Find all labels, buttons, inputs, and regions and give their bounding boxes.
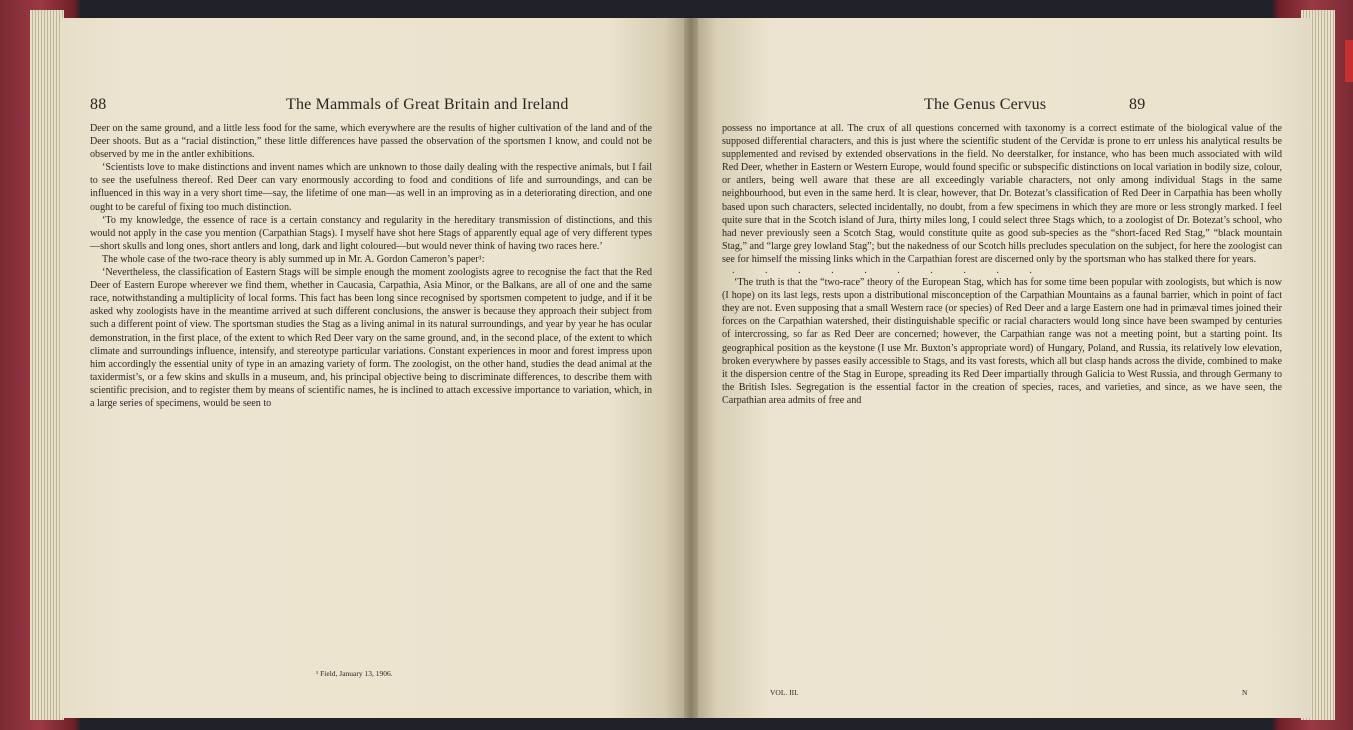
- right-page: [698, 18, 1311, 718]
- paragraph: ‘Scientists love to make distinctions and invent names which are unknown to those daily dealing with the respective animals, but I fail to see the usefulness thereof. Red Deer can vary enormously according to food and conditions of life and surroundings, and can be influenced in this way in a very short time—say, the lifetime of one man—as well in an improving as in a deteriorating direction, and one ought to be careful of fixing too much distinction.: [90, 162, 652, 213]
- gutter: [684, 18, 698, 718]
- volume-signature: VOL. III.: [770, 688, 799, 697]
- paragraph: Deer on the same ground, and a little less food for the same, which everywhere are the results of higher cultivation of the land and of the Deer shoots. But as a “racial distinction,” these little differences have passed the observation of the sportsmen I know, and could not be observed by me in the antler exhibitions.: [90, 123, 652, 161]
- right-body-text: [722, 122, 1282, 407]
- right-running-head: The Genus Cervus: [924, 96, 1047, 113]
- footnote: ¹ Field, January 13, 1906.: [316, 669, 393, 678]
- bookmark-tab: [1345, 40, 1353, 82]
- paragraph: ‘To my knowledge, the essence of race is a certain constancy and regularity in the hereditary transmission of distinctions, and this would not apply in the case you mention (Carpathian Stags). I myself have shot here Stags of apparently equal age of very different types—short skulls and long ones, short antlers and long, dark and light coloured—but would never think of having two races here.’: [90, 214, 652, 252]
- paragraph: The whole case of the two-race theory is ably summed up in Mr. A. Gordon Cameron’s paper¹:: [102, 253, 485, 265]
- left-page-edges: [30, 10, 64, 720]
- left-page-number: 88: [90, 96, 107, 113]
- left-body-text: [90, 122, 652, 410]
- left-running-head: The Mammals of Great Britain and Ireland: [286, 96, 569, 113]
- left-page: [62, 18, 684, 718]
- paragraph: ‘Nevertheless, the classification of Eastern Stags will be simple enough the moment zoologists agree to recognise the fact that the Red Deer of Eastern Europe wherever we find them, whether in Caucasia, Carpathia, Asia Minor, or the Balkans, are all of one and the same race, notwithstanding a multiplicity of local forms. This fact has been long since recognised by sportsmen competent to judge, and if it be asked why zoologists have in the meantime arrived at such different conclusions, the answer is because they approach their subject from such a different point of view. The sportsman studies the Stag as a living animal in its natural surroundings, and year by year he has ocular demonstration, in the first place, of the extent to which Red Deer vary on the same ground, and, in the second place, of the extent to which climate and surroundings influence, intensify, and stereotype particular variations. Constant experiences in moor and forest impress upon him accordingly the essential unity of type in an amazing variety of form. The zoologist, on the other hand, studies the dead animal at the taxidermist’s, or a few skins and skulls in a museum, and, his principal objective being to discriminate differences, to describe them with scientific precision, and to register them by means of scientific names, he is inclined to attach excessive importance to variation, which, in a large series of specimens, would be seen to: [90, 267, 652, 409]
- paragraph: ‘The truth is that the “two-race” theory of the European Stag, which has for some time been popular with zoologists, but which is now (I hope) on its last legs, rests upon a distributional misconception of the Carpathian Mountains as a faunal barrier, which in point of fact they are not. Even supposing that a small Western race (or species) of Red Deer and a large Eastern one had in primæval times joined their forces on the Carpathian watershed, their distinguishable specific or racial characters would long since have been swamped by centuries of intercrossing, so far as Red Deer are concerned; however, the Carpathian range was not a meeting point, but a starting point. Its geographical position as the keystone (I use Mr. Buxton’s appropriate word) of Hungary, Poland, and Russia, its relatively low elevation, broken everywhere by passes easily accessible to Stags, and its vast forests, which all but clasp hands across the divide, combined to make it the dispersion centre of the Stag in Europe, spreading its Red Deer impartially through Galicia to West Russia, and through Germany to the British Isles. Segregation is the essential factor in the creation of species, races, and varieties, and since, as we have seen, the Carpathian area admits of free and: [722, 277, 1282, 406]
- gathering-signature: N: [1242, 688, 1248, 697]
- ellipsis-dots: . . . . . . . . . .: [732, 265, 1046, 277]
- right-page-number: 89: [1129, 96, 1146, 113]
- paragraph: possess no importance at all. The crux of all questions concerned with taxonomy is a correct estimate of the biological value of the supposed differential characters, and this is just where the scientific student of the Cervidæ is prone to err unless his analytical results be supplemented and revised by extended observations in the field. No deerstalker, for instance, who has been much associated with wild Red Deer, whether in Eastern or Western Europe, would found specific or subspecific distinctions on local variation in bodily size, colour, or antlers, being well aware that these are all exceedingly variable characters, not only among individual Stags in the same neighbourhood, but even in the same herd. It is clear, however, that Dr. Botezat’s classification of Red Deer in Carpathia has been wholly based upon such characters, selected incidentally, no doubt, from a few specimens in which they are more or less strongly marked. I feel quite sure that in the Scotch island of Jura, thirty miles long, I could select three Stags which, to a zoologist of Dr. Botezat’s school, who had never previously seen a Scotch Stag, would constitute quite as good sub-species as the “short-faced Red Stag,” “black mountain Stag,” and “large grey lowland Stag”; but the nakedness of our Scotch hills precludes speculation on the subject, for here the zoologist can see for himself the missing links which in the Carpathian forest are discerned only by the sportsman who has stalked there for years.: [722, 123, 1282, 265]
